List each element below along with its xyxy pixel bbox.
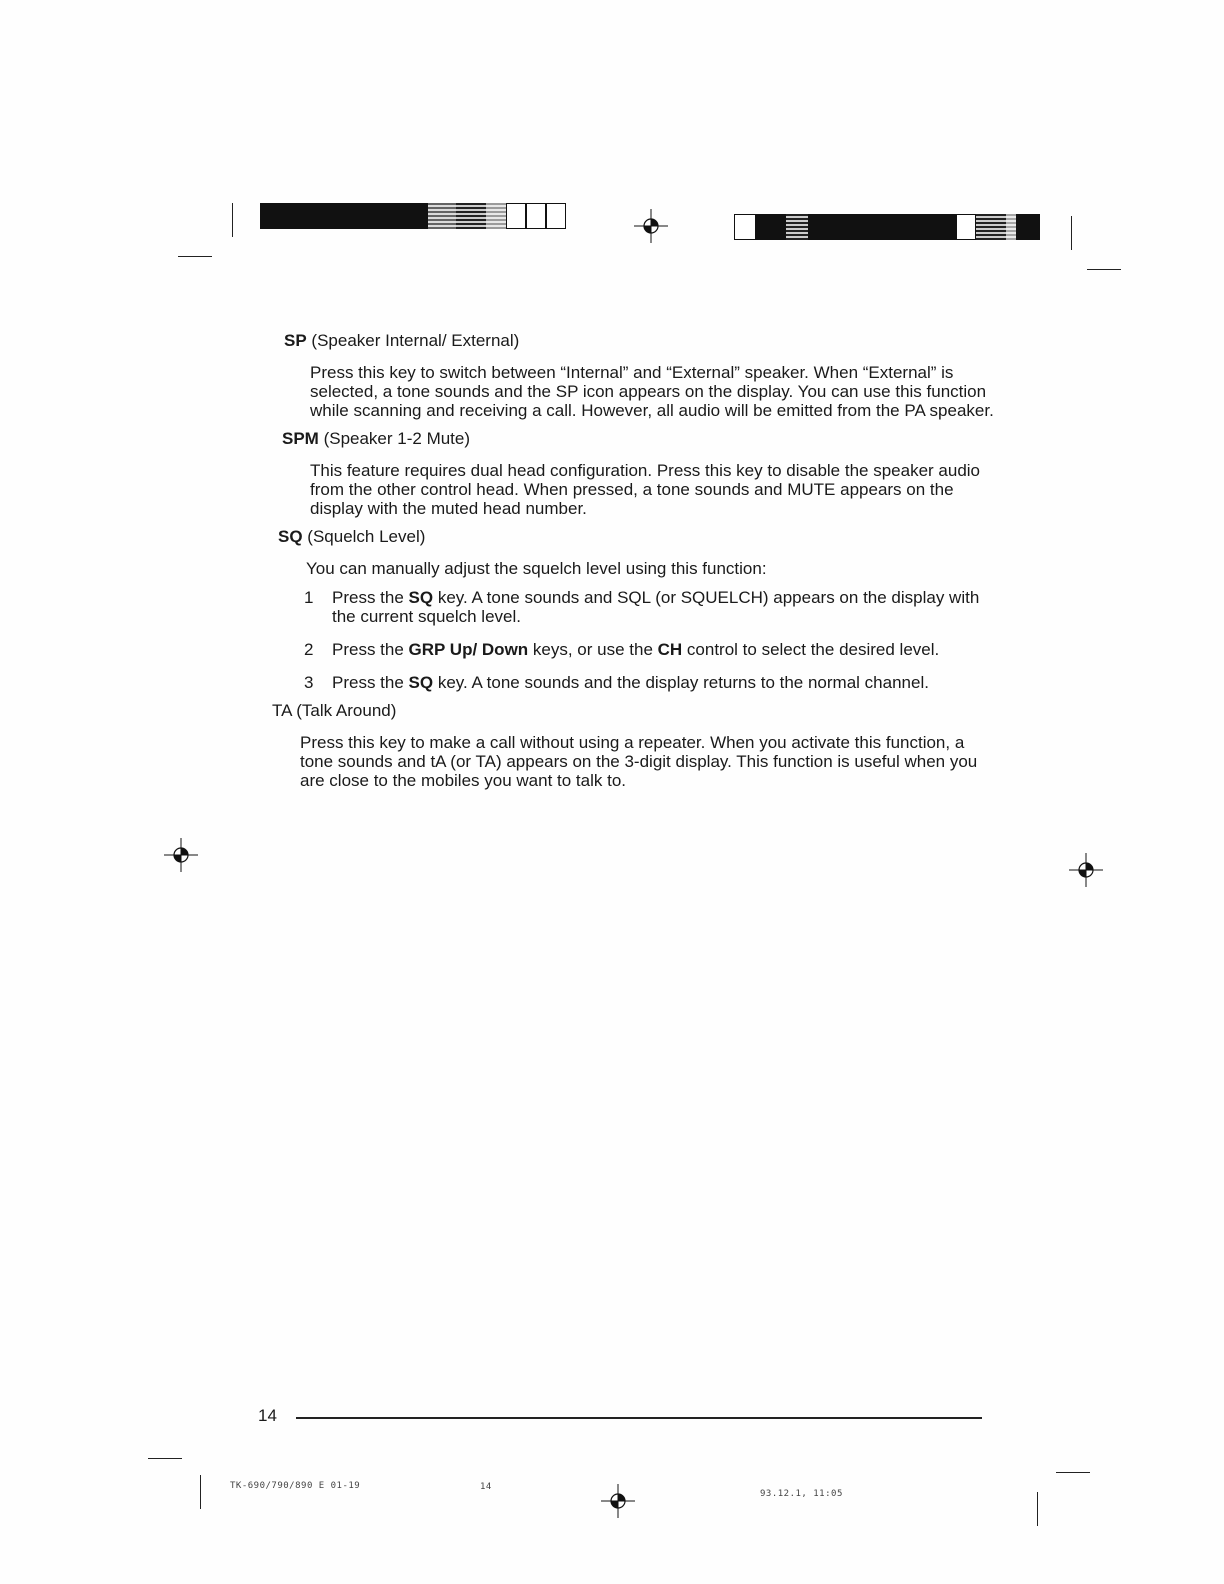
step-text: Press the SQ key. A tone sounds and SQL (or SQUELCH) appears on the display with the current squelch level. [332, 588, 980, 626]
print-slug-center: 14 [480, 1482, 492, 1492]
key-description: (Speaker 1-2 Mute) [318, 429, 471, 448]
entry-sp [272, 330, 1012, 420]
key-name: TA [272, 701, 292, 720]
step-item [304, 640, 1012, 659]
crop-mark [1071, 216, 1072, 250]
bar-solid-segment [260, 203, 428, 229]
step-list [304, 588, 1012, 692]
registration-target-icon [1069, 853, 1103, 887]
bar-box [956, 214, 976, 240]
page-number: 14 [258, 1406, 277, 1425]
crop-mark [1087, 269, 1121, 270]
registration-target-icon [601, 1484, 635, 1518]
registration-target-icon [634, 209, 668, 243]
crop-mark [1056, 1472, 1090, 1473]
entry-text: You can manually adjust the squelch level using this function: [306, 559, 767, 578]
step-number: 3 [304, 673, 314, 692]
entry-heading [282, 428, 1012, 450]
key-description: (Speaker Internal/ External) [306, 331, 520, 350]
key-name: SPM [282, 429, 319, 448]
entry-text: Press this key to make a call without using a repeater. When you activate this function, a tone sounds and tA (or TA) appears on the 3-digit display. This function is useful when you are close to the mobiles you want to talk to. [300, 733, 978, 790]
bar-hatch-segment [1006, 214, 1016, 240]
bar-hatch-segment [428, 203, 456, 229]
step-text: Press the GRP Up/ Down keys, or use the CH control to select the desired level. [332, 640, 940, 659]
entry-ta [272, 700, 1012, 790]
entry-heading [272, 700, 1012, 722]
bar-hatch-segment [456, 203, 486, 229]
bar-box [526, 203, 546, 229]
bar-hatch-segment [976, 214, 1006, 240]
entry-heading [284, 330, 1012, 352]
bar-hatch-segment [486, 203, 506, 229]
step-item [304, 588, 1012, 626]
crop-mark [200, 1475, 201, 1509]
key-description: (Talk Around) [291, 701, 397, 720]
bar-solid-segment [756, 214, 786, 240]
crop-mark [1037, 1492, 1038, 1526]
print-slug-left: TK-690/790/890 E 01-19 [230, 1481, 361, 1491]
entry-text: Press this key to switch between “Internal” and “External” speaker. When “External” is selected, a tone sounds and the SP icon appears on the display. You can use this function while scanning and receiving a call. However, all audio will be emitted from the PA speaker. [310, 363, 994, 420]
entry-heading [278, 526, 1012, 548]
step-number: 2 [304, 640, 314, 659]
entry-text: This feature requires dual head configuration. Press this key to disable the speaker audio from the other control head. When pressed, a tone sounds and MUTE appears on the display with the muted head number. [310, 461, 981, 518]
crop-mark [178, 256, 212, 257]
step-item [304, 673, 1012, 692]
entry-spm [272, 428, 1012, 518]
key-name: SQ [278, 527, 303, 546]
bar-box [506, 203, 526, 229]
entry-sq [272, 526, 1012, 692]
registration-bar-right [734, 214, 1040, 240]
bar-solid-segment [1016, 214, 1040, 240]
bar-box [734, 214, 756, 240]
registration-bar-left [260, 203, 566, 229]
registration-target-icon [164, 838, 198, 872]
bar-hatch-segment [786, 214, 808, 240]
step-number: 1 [304, 588, 314, 607]
step-text: Press the SQ key. A tone sounds and the display returns to the normal channel. [332, 673, 929, 692]
bar-solid-segment [808, 214, 956, 240]
bar-box [546, 203, 566, 229]
footer-rule [296, 1417, 982, 1419]
crop-mark [232, 203, 233, 237]
key-description: (Squelch Level) [302, 527, 426, 546]
key-name: SP [284, 331, 307, 350]
function-key-list [272, 330, 1012, 790]
crop-mark [148, 1458, 182, 1459]
print-slug-right: 93.12.1, 11:05 [760, 1489, 843, 1499]
